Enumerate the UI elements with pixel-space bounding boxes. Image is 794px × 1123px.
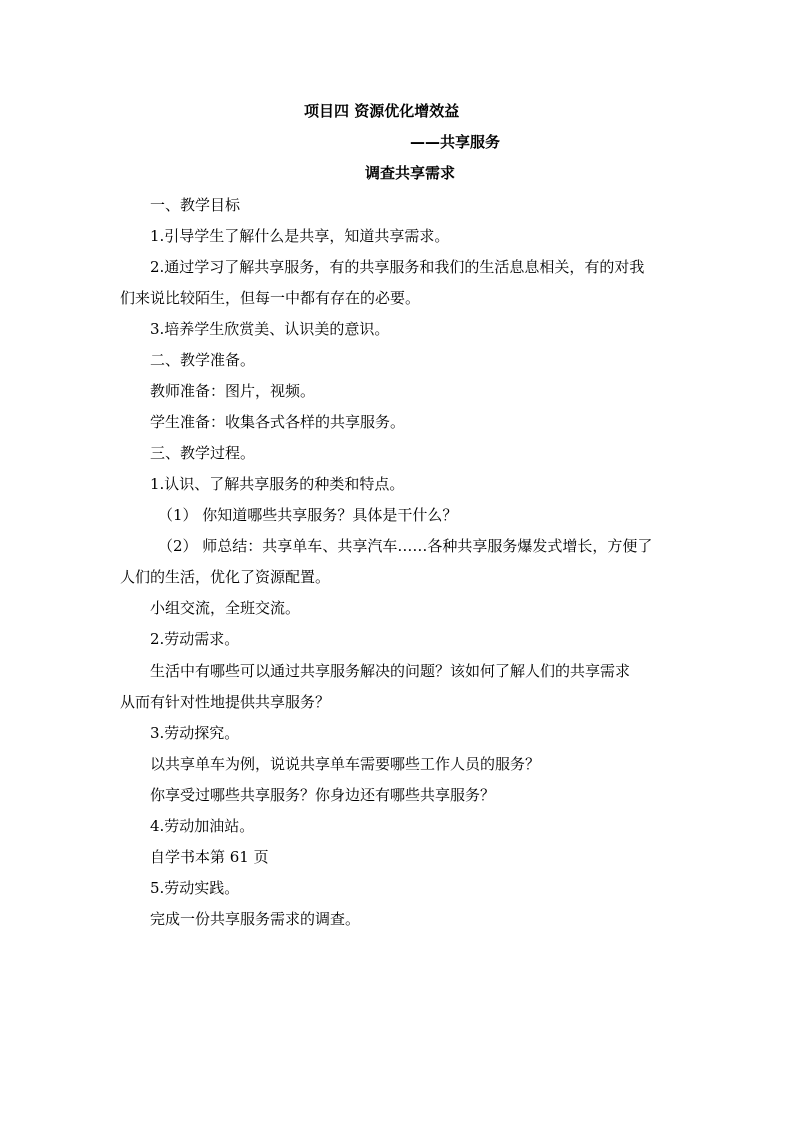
step-2-text-line-1: 生活中有哪些可以通过共享服务解决的问题？该如何了解人们的共享需求 — [150, 662, 631, 680]
step-3: 3.劳动探究。 — [150, 724, 240, 742]
step-5-text: 完成一份共享服务需求的调查。 — [150, 910, 361, 928]
lesson-title: 调查共享需求 — [365, 164, 456, 182]
step-5: 5.劳动实践。 — [150, 879, 240, 897]
step-2-text-line-2: 从而有针对性地提供共享服务？ — [120, 693, 331, 711]
discussion: 小组交流，全班交流。 — [150, 599, 301, 617]
goal-2-line-2: 们来说比较陌生，但每一中都有存在的必要。 — [120, 289, 421, 307]
teacher-preparation: 教师准备：图片，视频。 — [150, 382, 316, 400]
step-4: 4.劳动加油站。 — [150, 817, 255, 835]
section-heading-process: 三、教学过程。 — [150, 444, 256, 462]
student-preparation: 学生准备：收集各式各样的共享服务。 — [150, 413, 406, 431]
step-1: 1.认识、了解共享服务的种类和特点。 — [150, 475, 405, 493]
section-heading-preparation: 二、教学准备。 — [150, 351, 256, 369]
step-1-question-2-line-1: （2） 师总结：共享单车、共享汽车……各种共享服务爆发式增长，方便了 — [158, 537, 653, 555]
goal-3: 3.培养学生欣赏美、认识美的意识。 — [150, 320, 390, 338]
step-1-question-2-line-2: 人们的生活，优化了资源配置。 — [120, 568, 331, 586]
section-heading-objectives: 一、教学目标 — [150, 196, 241, 214]
step-3-text-1: 以共享单车为例，说说共享单车需要哪些工作人员的服务？ — [150, 755, 541, 773]
goal-2-line-1: 2.通过学习了解共享服务，有的共享服务和我们的生活息息相关，有的对我 — [150, 258, 645, 276]
step-2: 2.劳动需求。 — [150, 630, 240, 648]
project-title: 项目四 资源优化增效益 — [304, 102, 460, 120]
step-1-question-1: （1） 你知道哪些共享服务？具体是干什么？ — [158, 506, 458, 524]
step-3-text-2: 你享受过哪些共享服务？你身边还有哪些共享服务？ — [150, 786, 496, 804]
subtitle: ——共享服务 — [410, 133, 501, 151]
goal-1: 1.引导学生了解什么是共享，知道共享需求。 — [150, 227, 450, 245]
step-4-text: 自学书本第 61 页 — [150, 848, 269, 866]
